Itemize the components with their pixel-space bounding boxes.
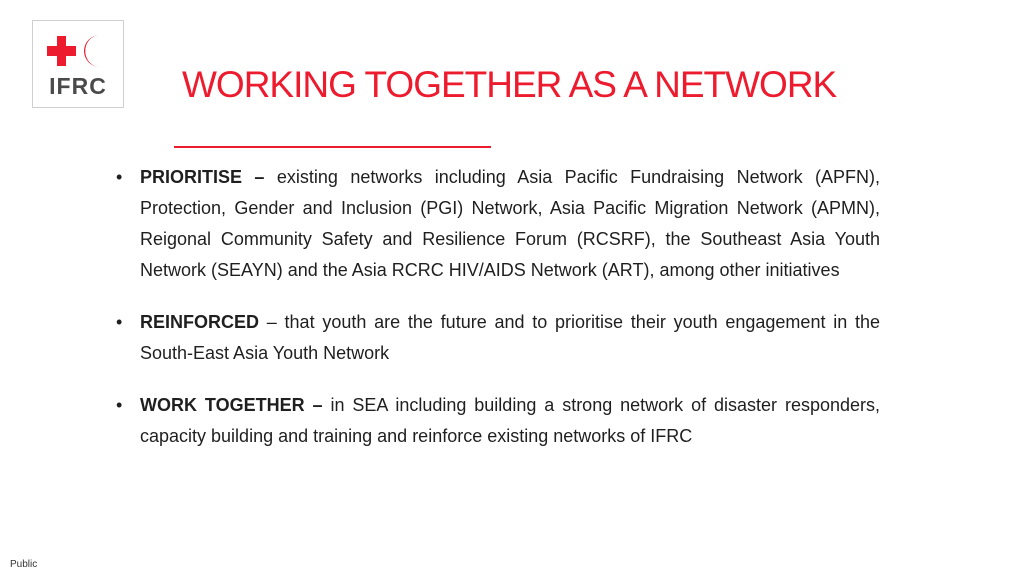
bullet-separator: – [242, 167, 277, 187]
bullet-term: REINFORCED [140, 312, 260, 332]
title-underline [174, 146, 491, 148]
footer-classification: Public [10, 559, 38, 570]
bullet-text: that youth are the future and to prioritise their youth engagement in the South-East Asia Youth Network [140, 312, 880, 363]
red-cross-horizontal-bar [47, 46, 76, 56]
bullet-term: WORK TOGETHER [140, 395, 305, 415]
page-title: WORKING TOGETHER AS A NETWORK [182, 64, 837, 105]
bullet-text: in SEA including building a strong network of disaster responders, capacity building and training and reinforce existing networks of IFRC [140, 395, 881, 446]
bullet-dot: • [116, 167, 123, 187]
bullet-term: PRIORITISE [140, 167, 243, 187]
bullet-text: existing networks including Asia Pacific Fundraising Network (APFN), Protection, Gender and Inclusion (PGI) Network, Asia Pacific Migration Network (APMN), Reigonal Community Safety and Resilience Forum (RCSRF), the Southeast Asia Youth Network (SEAYN) and the Asia RCRC HIV/AIDS Network (ART), among other initiatives [140, 167, 881, 280]
bullet-list [114, 162, 880, 473]
bullet-item-prioritise [114, 162, 880, 286]
logo-text: IFRC [49, 73, 107, 99]
bullet-item-work-together [114, 390, 880, 452]
bullet-item-reinforced [114, 307, 880, 369]
bullet-separator: – [304, 395, 331, 415]
bullet-dot: • [116, 395, 123, 415]
bullet-dot: • [116, 312, 123, 332]
red-crescent-shape [84, 35, 100, 67]
ifrc-logo [32, 20, 124, 108]
red-cross-crescent-icon [47, 33, 113, 69]
bullet-separator: – [259, 312, 285, 332]
